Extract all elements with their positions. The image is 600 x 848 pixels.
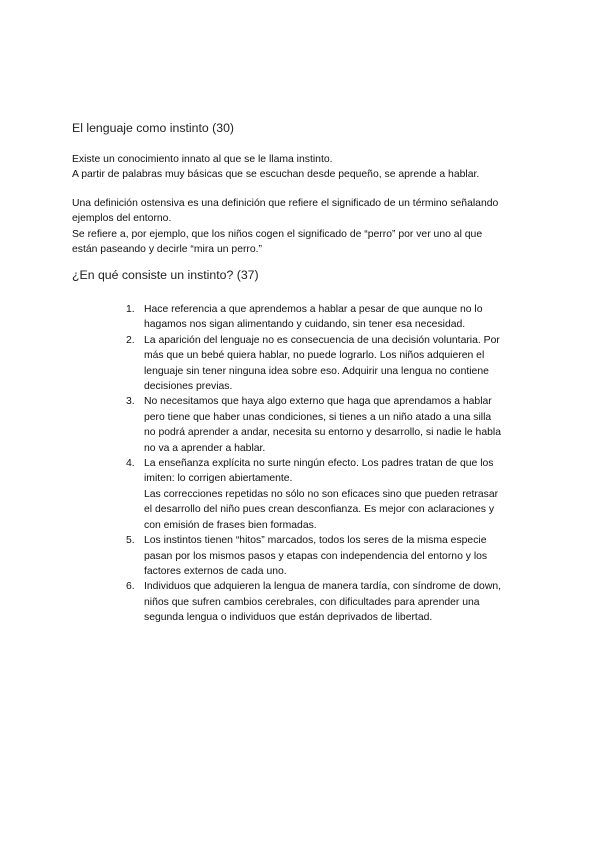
list-line: niños que sufren cambios cerebrales, con dificultades para aprender una: [144, 596, 480, 608]
list-line: más que un bebé quiera hablar, no puede lograrlo. Los niños adquieren el: [144, 350, 485, 362]
list-item: [120, 456, 530, 533]
list-number: 6.: [126, 581, 135, 593]
list-item: [120, 394, 530, 456]
list-number: 4.: [126, 458, 135, 470]
list-line: pero tiene que haber unas condiciones, si tienes a un niño atado a una silla: [144, 411, 492, 423]
list-line: Individuos que adquieren la lengua de manera tardía, con síndrome de down,: [144, 581, 501, 593]
text-line: Existe un conocimiento innato al que se le llama instinto.: [72, 154, 333, 165]
text-line: Se refiere a, por ejemplo, que los niños cogen el significado de “perro” por ver uno al que: [72, 228, 483, 240]
list-line: no va a aprender a hablar.: [144, 442, 266, 454]
list-number: 2.: [126, 334, 135, 346]
list-item: [120, 533, 530, 579]
list-line: el desarrollo del niño pues crean desconfianza. Es mejor con aclaraciones y: [144, 504, 495, 516]
list-line: imiten: lo corrigen abiertamente.: [144, 473, 293, 485]
list-number: 5.: [126, 535, 135, 547]
intro-paragraph: [72, 152, 532, 183]
instinct-list: [120, 302, 530, 626]
list-number: 3.: [126, 396, 135, 408]
list-line: pasan por los mismos pasos y etapas con independencia del entorno y los: [144, 550, 488, 562]
list-line: No necesitamos que haya algo externo que haga que aprendamos a hablar: [144, 396, 492, 408]
section-heading: ¿En qué consiste un instinto? (37): [72, 268, 259, 282]
list-line: Hace referencia a que aprendemos a hablar a pesar de que aunque no lo: [144, 304, 483, 315]
definition-paragraph: [72, 196, 532, 258]
list-line: decisiones previas.: [144, 381, 233, 393]
text-line: están paseando y decirle “mira un perro.”: [72, 244, 263, 256]
list-line: no podrá aprender a andar, necesita su entorno y desarrollo, si nadie le habla: [144, 427, 501, 439]
text-line: A partir de palabras muy básicas que se escuchan desde pequeño, se aprende a hablar.: [72, 169, 480, 181]
text-line: Una definición ostensiva es una definición que refiere el significado de un término señalando: [72, 198, 499, 209]
list-number: 1.: [126, 304, 135, 315]
list-line: segunda lengua o individuos que están deprivados de libertad.: [144, 612, 433, 624]
list-line: Los instintos tienen “hitos” marcados, todos los seres de la misma especie: [144, 535, 487, 547]
list-line: Las correcciones repetidas no sólo no son eficaces sino que pueden retrasar: [144, 488, 499, 500]
list-line: La enseñanza explícita no surte ningún efecto. Los padres tratan de que los: [144, 458, 494, 470]
list-item: [120, 302, 530, 333]
list-line: factores externos de cada uno.: [144, 565, 287, 577]
list-line: lenguaje sin tener ninguna idea sobre eso. Adquirir una lengua no contiene: [144, 365, 489, 377]
page-title: El lenguaje como instinto (30): [72, 121, 234, 135]
list-line: La aparición del lenguaje no es consecuencia de una decisión voluntaria. Por: [144, 334, 500, 346]
list-line: hagamos nos sigan alimentando y cuidando, sin tener esa necesidad.: [144, 319, 466, 331]
list-item: [120, 579, 530, 625]
text-line: ejemplos del entorno.: [72, 213, 172, 225]
list-item: [120, 333, 530, 395]
list-line: con emisión de frases bien formadas.: [144, 519, 317, 531]
